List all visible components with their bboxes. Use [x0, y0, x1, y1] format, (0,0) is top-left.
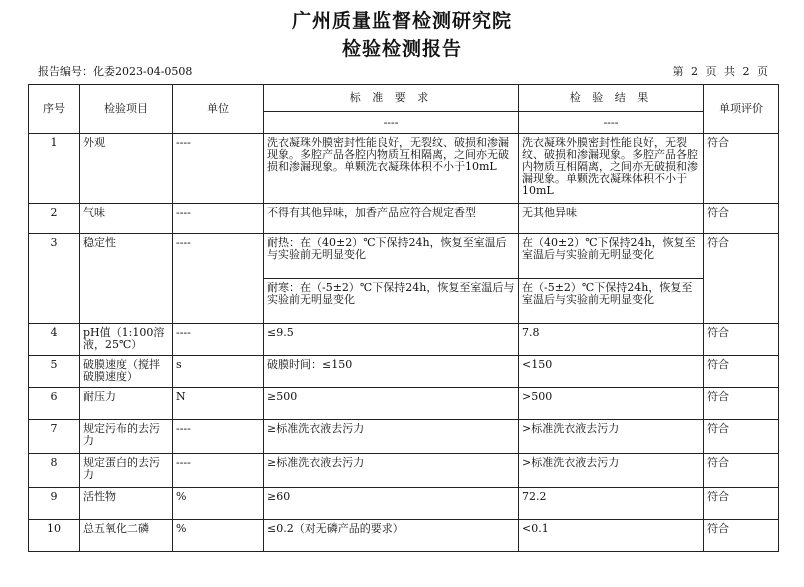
row-unit: ---- [173, 420, 264, 454]
row-result: >标准洗衣液去污力 [519, 454, 704, 488]
row-evaluation: 符合 [704, 234, 779, 324]
row-result: 洗衣凝珠外膜密封性能良好，无裂纹、破损和渗漏现象。多腔产品各腔内物质互相隔离，之间亦无破损和渗漏现象。单颗洗衣凝珠体积不小于10mL [519, 134, 704, 204]
row-unit: ---- [173, 134, 264, 204]
header-no: 序号 [29, 85, 80, 134]
row-unit: % [173, 520, 264, 552]
row-no: 8 [29, 454, 80, 488]
report-number: 报告编号：化委2023-04-0508 [38, 65, 193, 78]
row-evaluation: 符合 [704, 488, 779, 520]
row-no: 6 [29, 388, 80, 420]
table-row [29, 356, 779, 388]
row-standard: 洗衣凝珠外膜密封性能良好，无裂纹、破损和渗漏现象。多腔产品各腔内物质互相隔离，之间亦无破损和渗漏现象。单颗洗衣凝珠体积不小于10mL [264, 134, 519, 204]
row-standard-heat: 耐热：在（40±2）℃下保持24h，恢复至室温后与实验前无明显变化 [264, 234, 519, 279]
row-standard-cold: 耐寒：在（-5±2）℃下保持24h，恢复至室温后与实验前无明显变化 [264, 279, 519, 324]
inspection-table [28, 84, 779, 552]
row-evaluation: 符合 [704, 134, 779, 204]
row-standard: ≥500 [264, 388, 519, 420]
row-result: <150 [519, 356, 704, 388]
row-standard: ≥标准洗衣液去污力 [264, 454, 519, 488]
table-row [29, 234, 779, 279]
header-result: 检 验 结 果 [519, 85, 704, 112]
row-evaluation: 符合 [704, 420, 779, 454]
table-row [29, 454, 779, 488]
row-item: 活性物 [80, 488, 173, 520]
row-standard: ≤0.2（对无磷产品的要求） [264, 520, 519, 552]
row-standard: 破膜时间：≤150 [264, 356, 519, 388]
table-row [29, 520, 779, 552]
table-row [29, 204, 779, 234]
table-row [29, 488, 779, 520]
row-standard: 不得有其他异味，加香产品应符合规定香型 [264, 204, 519, 234]
table-row [29, 134, 779, 204]
row-unit: N [173, 388, 264, 420]
row-item: 稳定性 [80, 234, 173, 324]
row-standard: ≥标准洗衣液去污力 [264, 420, 519, 454]
row-unit: ---- [173, 454, 264, 488]
row-item: 破膜速度（搅拌破膜速度） [80, 356, 173, 388]
row-item: 总五氧化二磷 [80, 520, 173, 552]
header-evaluation: 单项评价 [704, 85, 779, 134]
row-no: 4 [29, 324, 80, 356]
row-item: 规定蛋白的去污力 [80, 454, 173, 488]
report-institution-title: 广州质量监督检测研究院 [291, 10, 512, 32]
row-no: 3 [29, 234, 80, 324]
row-result: 72.2 [519, 488, 704, 520]
row-result-heat: 在（40±2）℃下保持24h，恢复至室温后与实验前无明显变化 [519, 234, 704, 279]
table-row [29, 420, 779, 454]
row-evaluation: 符合 [704, 324, 779, 356]
row-item: 气味 [80, 204, 173, 234]
row-result: >500 [519, 388, 704, 420]
row-evaluation: 符合 [704, 520, 779, 552]
header-unit: 单位 [173, 85, 264, 134]
row-evaluation: 符合 [704, 454, 779, 488]
row-no: 5 [29, 356, 80, 388]
row-evaluation: 符合 [704, 356, 779, 388]
row-item: pH值（1:100溶液，25℃） [80, 324, 173, 356]
row-no: 9 [29, 488, 80, 520]
row-no: 7 [29, 420, 80, 454]
row-unit: ---- [173, 324, 264, 356]
header-standard-sub: ---- [264, 112, 519, 134]
row-unit: s [173, 356, 264, 388]
row-standard: ≤9.5 [264, 324, 519, 356]
table-row [29, 388, 779, 420]
row-no: 10 [29, 520, 80, 552]
row-result: 7.8 [519, 324, 704, 356]
header-standard: 标 准 要 求 [264, 85, 519, 112]
row-unit: ---- [173, 204, 264, 234]
table-row [29, 324, 779, 356]
row-evaluation: 符合 [704, 204, 779, 234]
row-result: >标准洗衣液去污力 [519, 420, 704, 454]
header-item: 检验项目 [80, 85, 173, 134]
row-item: 外观 [80, 134, 173, 204]
row-evaluation: 符合 [704, 388, 779, 420]
table-header-row [29, 85, 779, 112]
header-result-sub: ---- [519, 112, 704, 134]
row-no: 2 [29, 204, 80, 234]
row-item: 耐压力 [80, 388, 173, 420]
row-no: 1 [29, 134, 80, 204]
row-unit: ---- [173, 234, 264, 324]
row-item: 规定污布的去污力 [80, 420, 173, 454]
row-result-cold: 在（-5±2）℃下保持24h，恢复至室温后与实验前无明显变化 [519, 279, 704, 324]
row-unit: % [173, 488, 264, 520]
row-result: 无其他异味 [519, 204, 704, 234]
row-standard: ≥60 [264, 488, 519, 520]
page-info: 第 2 页 共 2 页 [672, 65, 768, 78]
report-title: 检验检测报告 [341, 38, 462, 60]
row-result: <0.1 [519, 520, 704, 552]
